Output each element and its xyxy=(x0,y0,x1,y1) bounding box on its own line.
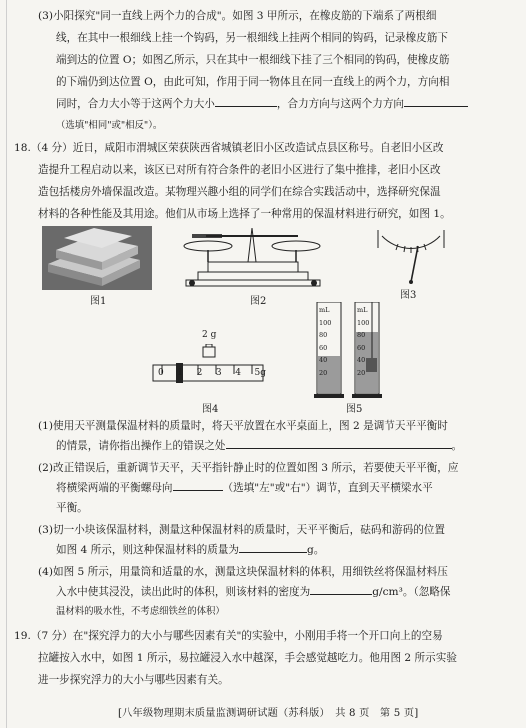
insulation-material-photo xyxy=(42,226,152,290)
q18-p2-text-b: （选填"左"或"右"）调节，直到天平横梁水平 xyxy=(222,482,433,494)
q17-p3-line2: 线，在其中一根细线上挂一个钩码，另一根细线上挂两个相同的钩码，记录橡皮筋下 xyxy=(56,32,448,44)
q18-p2-line1: (2)改正错误后，重新调节天平，天平指针静止时的位置如图 3 所示，若要使天平平衡，应 xyxy=(38,462,459,474)
q17-p3-line3: 端到达的位置 O；如图乙所示，只在其中一根细线下挂了三个相同的钩码，使橡皮筋 xyxy=(56,54,450,66)
q18-p4-text-b: g/cm³。（忽略保 xyxy=(372,586,451,598)
binding-margin-line xyxy=(6,0,7,728)
fig5-caption: 图5 xyxy=(346,404,363,415)
balance-scale-diagram xyxy=(178,222,328,288)
cyl-a-unit: mL xyxy=(319,306,330,314)
q18-line3: 造包括楼房外墙保温改造。某物理兴趣小组的同学们在综合实践活动中，选择研究保温 xyxy=(38,186,441,198)
cyl-b-tick-80: 80 xyxy=(357,331,366,339)
scale-tick-1: 1 xyxy=(177,368,184,378)
cyl-a-tick-20: 20 xyxy=(319,368,328,377)
q17-line5-text-a: 同时，合力大小等于这两个力大小 xyxy=(56,98,215,110)
q17-p3-hint: （选填"相同"或"相反"）。 xyxy=(56,120,163,131)
cyl-a-tick-100: 100 xyxy=(319,318,332,327)
q18-p1-line2: 的情景，请你指出操作上的错误之处 。 xyxy=(56,436,462,456)
q18-p3-text-a: 如图 4 所示，则这种保温材料的质量为 xyxy=(56,544,239,556)
q18-p2-text-a: 将横梁两端的平衡螺母向 xyxy=(56,482,173,494)
weight-label: 2 g xyxy=(202,330,217,340)
cyl-a-tick-60: 60 xyxy=(319,343,328,352)
q18-p3-text-b: g。 xyxy=(306,544,325,556)
q18-p2-line2 xyxy=(56,478,433,498)
answer-blank-error[interactable] xyxy=(226,436,452,449)
scale-tick-5: 5g xyxy=(254,368,266,378)
q19-line3: 进一步探究浮力的大小与哪些因素有关。 xyxy=(38,674,229,686)
answer-blank-density[interactable] xyxy=(310,582,372,595)
q18-p1-line1: (1)使用天平测量保温材料的质量时，将天平放置在水平桌面上，图 2 是调节天平平衡时 xyxy=(38,420,448,432)
cyl-b-tick-20: 20 xyxy=(357,368,366,377)
answer-blank-nut-direction[interactable] xyxy=(173,478,223,491)
q17-p3-line4: 的下端仍到达位置 O，由此可知，作用于同一物体且在同一直线上的两个力，方向相 xyxy=(56,76,450,88)
q17-p3-line1: (3)小阳探究"同一直线上两个力的合成"。如图 3 甲所示，在橡皮筋的下端系了两根细 xyxy=(38,10,437,22)
q19-line1: 19.（7 分）在"探究浮力的大小与哪些因素有关"的实验中，小刚用手将一个开口向上的空易 xyxy=(14,630,443,642)
scale-tick-0: 0 xyxy=(158,368,164,378)
q18-p4-line2 xyxy=(56,582,451,602)
fig4-caption: 图4 xyxy=(202,404,219,415)
cyl-b-unit: mL xyxy=(357,306,368,314)
fig1-caption: 图1 xyxy=(90,296,107,307)
q18-line1: 18.（4 分）近日，咸阳市渭城区荣获陕西省城镇老旧小区改造试点县区称号。自老旧小区改 xyxy=(14,142,444,154)
q18-p2-line3: 平衡。 xyxy=(56,502,88,514)
answer-blank-sum[interactable] xyxy=(215,94,277,107)
fig3-caption: 图3 xyxy=(400,290,417,301)
scale-tick-2: 2 xyxy=(196,368,203,378)
scale-tick-3: 3 xyxy=(215,368,222,378)
q18-p4-line1: (4)如图 5 所示，用量筒和适量的水，测量这块保温材料的体积，用细铁丝将保温材料压 xyxy=(38,566,448,578)
q18-line4: 材料的各种性能及其用途。他们从市场上选择了一种常用的保温材料进行研究，如图 1。 xyxy=(38,208,451,220)
page-footer: [八年级物理期末质量监测调研试题（苏科版） 共 8 页 第 5 页] xyxy=(118,708,419,719)
rider-scale-labels xyxy=(158,368,266,378)
q18-p1-text: 的情景，请你指出操作上的错误之处 xyxy=(56,440,226,452)
cyl-b-scale xyxy=(357,304,369,379)
cyl-b-tick-100: 100 xyxy=(357,318,370,327)
q18-p4-line3: 温材料的吸水性，不考虑细铁丝的体积） xyxy=(56,606,225,617)
cyl-a-tick-80: 80 xyxy=(319,331,328,339)
q19-line2: 拉罐按入水中，如图 1 所示，易拉罐浸入水中越深，手会感觉越吃力。他用图 2 所示实验 xyxy=(38,652,457,664)
scale-tick-4: 4 xyxy=(235,368,241,378)
q17-p3-line5 xyxy=(56,94,468,114)
q18-p3-line1: (3)切一小块该保温材料，测量这种保温材料的质量时，天平平衡后，砝码和游码的位置 xyxy=(38,524,445,536)
q18-line2: 造提升工程启动以来，该区已对所有符合条件的老旧小区进行了集中推排，老旧小区改 xyxy=(38,164,441,176)
cyl-b-tick-40: 40 xyxy=(357,356,366,364)
fig2-caption: 图2 xyxy=(250,296,267,307)
q18-p3-line2 xyxy=(56,540,324,560)
answer-blank-direction[interactable] xyxy=(404,94,468,107)
q18-p4-text-a: 入水中使其浸没，读出此时的体积，则该材料的密度为 xyxy=(56,586,311,598)
weight-icon xyxy=(202,344,216,358)
cyl-a-scale xyxy=(319,304,331,379)
balance-pointer-diagram xyxy=(376,228,446,284)
answer-blank-mass[interactable] xyxy=(239,540,307,553)
cyl-a-tick-40: 40 xyxy=(319,356,328,364)
cyl-b-tick-60: 60 xyxy=(357,343,366,352)
q17-line5-text-b: ，合力方向与这两个力方向 xyxy=(276,98,405,110)
